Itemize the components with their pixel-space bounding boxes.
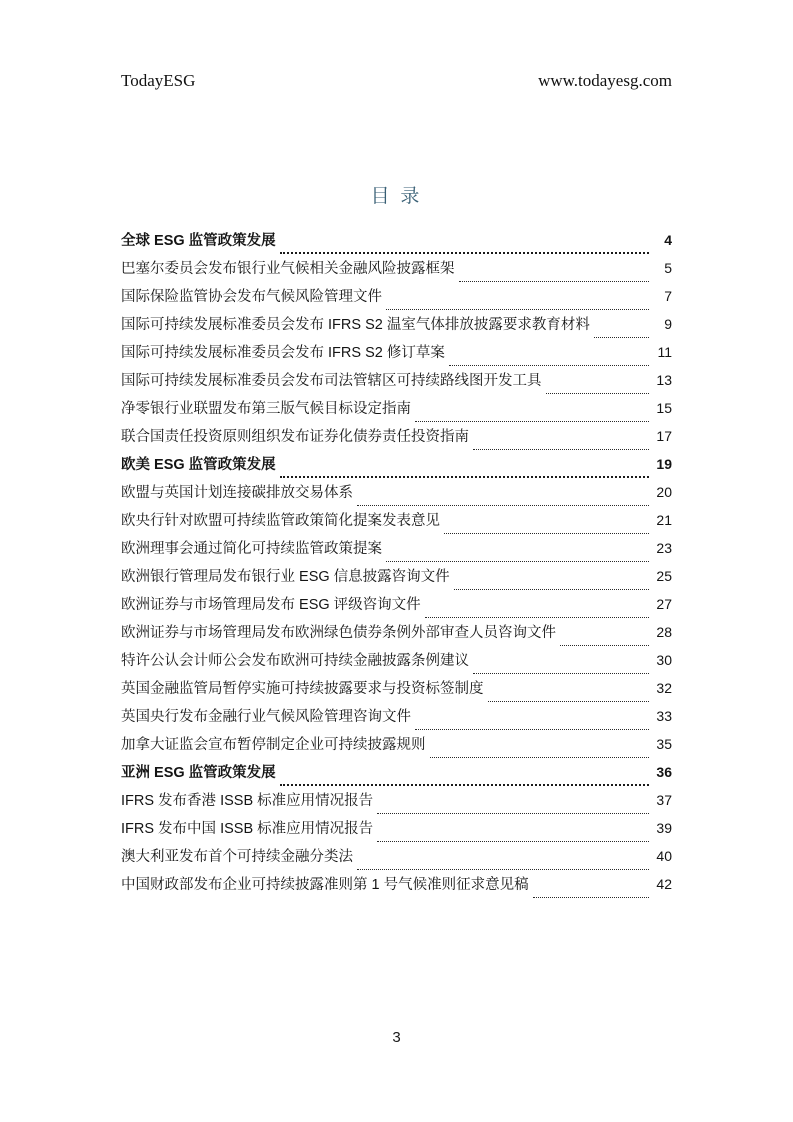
- toc-entry[interactable]: [121, 481, 672, 509]
- page-number: 3: [392, 1029, 401, 1046]
- toc-entry-label: 特许公认会计师公会发布欧洲可持续金融披露条例建议: [121, 653, 469, 669]
- toc-entry-page: 5: [664, 260, 672, 276]
- toc-entry-label: 英国金融监管局暂停实施可持续披露要求与投资标签制度: [121, 681, 484, 697]
- brand-text: TodayESG: [121, 71, 196, 90]
- toc-entry-page: 20: [656, 484, 672, 500]
- toc-entry-label: 欧洲证券与市场管理局发布 ESG 评级咨询文件: [121, 597, 421, 613]
- dot-leader: [280, 784, 649, 786]
- toc-entry-page: 27: [656, 596, 672, 612]
- dot-leader: [280, 476, 649, 478]
- toc-entry-page: 39: [656, 820, 672, 836]
- toc-entry-label: 加拿大证监会宣布暂停制定企业可持续披露规则: [121, 737, 426, 753]
- toc-entry[interactable]: [121, 789, 672, 817]
- dot-leader: [357, 505, 649, 506]
- toc-entry-page: 23: [656, 540, 672, 556]
- toc-entry[interactable]: [121, 341, 672, 369]
- toc-entry-label: 欧美 ESG 监管政策发展: [121, 457, 276, 473]
- toc-entry-label: 联合国责任投资原则组织发布证券化债券责任投资指南: [121, 429, 469, 445]
- dot-leader: [473, 673, 649, 674]
- toc-entry[interactable]: [121, 537, 672, 565]
- toc-entry-page: 30: [656, 652, 672, 668]
- dot-leader: [594, 337, 649, 338]
- toc-entry-page: 37: [656, 792, 672, 808]
- toc-entry-page: 11: [657, 344, 672, 360]
- toc-entry-page: 17: [656, 428, 672, 444]
- dot-leader: [560, 645, 649, 646]
- dot-leader: [488, 701, 650, 702]
- toc-entry-label: 欧洲银行管理局发布银行业 ESG 信息披露咨询文件: [121, 569, 450, 585]
- dot-leader: [459, 281, 650, 282]
- toc-entry-section[interactable]: [121, 761, 672, 789]
- dot-leader: [533, 897, 649, 898]
- toc-entry-label: 全球 ESG 监管政策发展: [121, 233, 276, 249]
- dot-leader: [357, 869, 649, 870]
- toc-entry[interactable]: [121, 313, 672, 341]
- dot-leader: [415, 729, 649, 730]
- toc-entry-page: 25: [656, 568, 672, 584]
- toc-entry[interactable]: [121, 873, 672, 901]
- toc-entry[interactable]: [121, 257, 672, 285]
- toc-entry[interactable]: [121, 733, 672, 761]
- toc-entry-label: IFRS 发布香港 ISSB 标准应用情况报告: [121, 793, 374, 809]
- dot-leader: [444, 533, 649, 534]
- page-header: [121, 71, 672, 91]
- dot-leader: [425, 617, 649, 618]
- toc-entry[interactable]: [121, 509, 672, 537]
- toc-entry-label: 国际保险监管协会发布气候风险管理文件: [121, 289, 382, 305]
- toc-entry[interactable]: [121, 621, 672, 649]
- website-link[interactable]: www.todayesg.com: [538, 71, 672, 90]
- toc-entry-page: 4: [664, 232, 672, 248]
- table-of-contents: [121, 229, 672, 901]
- toc-entry-label: 中国财政部发布企业可持续披露准则第 1 号气候准则征求意见稿: [121, 877, 529, 893]
- toc-entry-label: 国际可持续发展标准委员会发布 IFRS S2 修订草案: [121, 345, 445, 361]
- toc-entry-label: 巴塞尔委员会发布银行业气候相关金融风险披露框架: [121, 261, 455, 277]
- toc-entry-label: 英国央行发布金融行业气候风险管理咨询文件: [121, 709, 411, 725]
- toc-entry-page: 15: [656, 400, 672, 416]
- toc-entry[interactable]: [121, 285, 672, 313]
- dot-leader: [386, 561, 649, 562]
- toc-entry-page: 13: [656, 372, 672, 388]
- toc-entry[interactable]: [121, 817, 672, 845]
- toc-entry-label: 净零银行业联盟发布第三版气候目标设定指南: [121, 401, 411, 417]
- toc-entry-page: 28: [656, 624, 672, 640]
- toc-entry-label: 澳大利亚发布首个可持续金融分类法: [121, 849, 353, 865]
- toc-entry-page: 7: [664, 288, 672, 304]
- toc-entry-label: 欧洲证券与市场管理局发布欧洲绿色债券条例外部审查人员咨询文件: [121, 625, 556, 641]
- toc-entry-page: 21: [656, 512, 672, 528]
- dot-leader: [449, 365, 649, 366]
- toc-entry-section[interactable]: [121, 229, 672, 257]
- toc-entry-label: 欧洲理事会通过简化可持续监管政策提案: [121, 541, 382, 557]
- dot-leader: [546, 393, 650, 394]
- toc-entry[interactable]: [121, 649, 672, 677]
- dot-leader: [415, 421, 649, 422]
- toc-entry[interactable]: [121, 369, 672, 397]
- toc-entry-label: 亚洲 ESG 监管政策发展: [121, 765, 276, 781]
- toc-entry[interactable]: [121, 677, 672, 705]
- dot-leader: [430, 757, 650, 758]
- page-footer: [0, 1029, 793, 1046]
- toc-entry[interactable]: [121, 565, 672, 593]
- dot-leader: [473, 449, 649, 450]
- toc-entry-page: 36: [656, 764, 672, 780]
- toc-entry[interactable]: [121, 593, 672, 621]
- dot-leader: [377, 841, 649, 842]
- dot-leader: [454, 589, 649, 590]
- toc-entry-page: 19: [656, 456, 672, 472]
- toc-entry-label: 国际可持续发展标准委员会发布司法管辖区可持续路线图开发工具: [121, 373, 542, 389]
- toc-entry[interactable]: [121, 397, 672, 425]
- toc-entry-page: 33: [656, 708, 672, 724]
- dot-leader: [280, 252, 649, 254]
- toc-entry-label: IFRS 发布中国 ISSB 标准应用情况报告: [121, 821, 374, 837]
- toc-entry-section[interactable]: [121, 453, 672, 481]
- toc-title: 目 录: [370, 186, 423, 207]
- toc-entry-label: 国际可持续发展标准委员会发布 IFRS S2 温室气体排放披露要求教育材料: [121, 317, 590, 333]
- toc-entry-label: 欧央行针对欧盟可持续监管政策简化提案发表意见: [121, 513, 440, 529]
- toc-entry[interactable]: [121, 705, 672, 733]
- dot-leader: [386, 309, 649, 310]
- toc-entry[interactable]: [121, 425, 672, 453]
- toc-entry[interactable]: [121, 845, 672, 873]
- dot-leader: [377, 813, 649, 814]
- toc-entry-page: 40: [656, 848, 672, 864]
- toc-entry-page: 42: [656, 876, 672, 892]
- toc-entry-page: 35: [656, 736, 672, 752]
- toc-entry-page: 9: [664, 316, 672, 332]
- toc-entry-label: 欧盟与英国计划连接碳排放交易体系: [121, 485, 353, 501]
- toc-entry-page: 32: [656, 680, 672, 696]
